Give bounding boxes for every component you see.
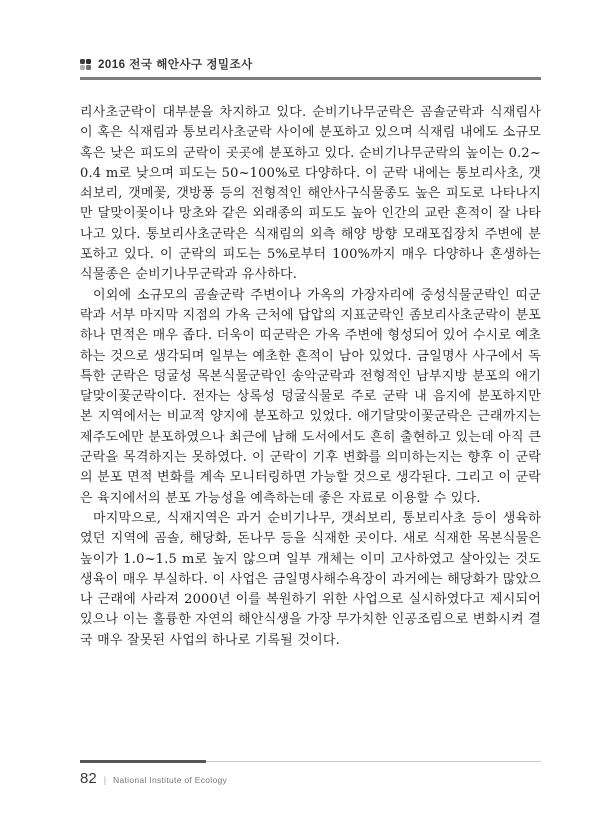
- page-footer: [80, 770, 541, 787]
- footer-separator: |: [103, 775, 107, 785]
- institute-name: National Institute of Ecology: [113, 775, 228, 785]
- paragraph-2: 이외에 소규모의 곰솔군락 주변이나 가옥의 가장자리에 중성식물군락인 띠군락과 서부 마지막 지점의 가옥 근처에 답압의 지표군락인 좀보리사초군락이 분포하나 면적은 매우 좁다. 더욱이 띠군락은 가옥 주변에 형성되어 있어 수시로 예초하는 것으로 생각되며 일부는 예초한 흔적이 남아 있었다. 금일명사 사구에서 독특한 군락은 덩굴성 목본식물군락인 송악군락과 전형적인 남부지방 분포의 애기달맞이꽃군락이다. 전자는 상록성 덩굴식물로 주로 군락 내 음지에 분포하지만 본 지역에서는 비교적 양지에 분포하고 있었다. 애기달맞이꽃군락은 근래까지는 제주도에만 분포하였으나 최근에 남해 도서에서도 흔히 출현하고 있는데 아직 큰 군락을 목격하지는 못하였다. 이 군락이 기후 변화를 의미하는지는 향후 이 군락의 분포 면적 변화를 계속 모니터링하면 가능할 것으로 생각된다. 그리고 이 군락은 육지에서의 분포 가능성을 예측하는데 좋은 자료로 이용할 수 있다.: [80, 287, 541, 506]
- paragraph-3: 마지막으로, 식재지역은 과거 순비기나무, 갯쇠보리, 통보리사초 등이 생육하였던 지역에 곰솔, 해당화, 돈나무 등을 식재한 곳이다. 새로 식재한 목본식물은 높이가 1.0~1.5 m로 높지 않으며 일부 개체는 이미 고사하였고 살아있는 것도 생육이 매우 부실하다. 이 사업은 금일명사해수욕장이 과거에는 해당화가 많았으나 근래에 사라져 2000년 이를 복원하기 위한 사업으로 실시하였다고 제시되어 있으나 이는 훌륭한 자연의 해안식생을 가장 무가치한 인공조림으로 변화시켜 결국 매우 잘못된 사업의 하나로 기록될 것이다.: [80, 510, 541, 648]
- page-number: 82: [80, 770, 97, 787]
- four-dots-grid-icon: [80, 59, 91, 70]
- body-text: [80, 103, 541, 651]
- footer-rule-thick-segment: [80, 760, 206, 763]
- header-rule: [80, 77, 541, 80]
- footer-rule-thin-segment: [206, 761, 541, 762]
- page-header: [80, 56, 541, 72]
- footer-rule: [80, 760, 541, 763]
- paragraph-1: 리사초군락이 대부분을 차지하고 있다. 순비기나무군락은 곰솔군락과 식재림사이 혹은 식재림과 통보리사초군락 사이에 분포하고 있으며 식재림 내에도 소규모 혹은 낮은 피도의 군락이 곳곳에 분포하고 있다. 순비기나무군락의 높이는 0.2~0.4 m로 낮으며 피도는 50~100%로 다양하다. 이 군락 내에는 통보리사초, 갯쇠보리, 갯메꽃, 갯방풍 등의 전형적인 해안사구식물종도 높은 피도로 나타나지만 달맞이꽃이나 망초와 같은 외래종의 피도도 높아 인간의 교란 흔적이 잘 나타나고 있다. 통보리사초군락은 식재림의 외측 해양 방향 모래포집장치 주변에 분포하고 있다. 이 군락의 피도는 5%로부터 100%까지 매우 다양하나 혼생하는 식물종은 순비기나무군락과 유사하다.: [80, 105, 541, 283]
- report-title: 2016 전국 해안사구 정밀조사: [98, 59, 253, 71]
